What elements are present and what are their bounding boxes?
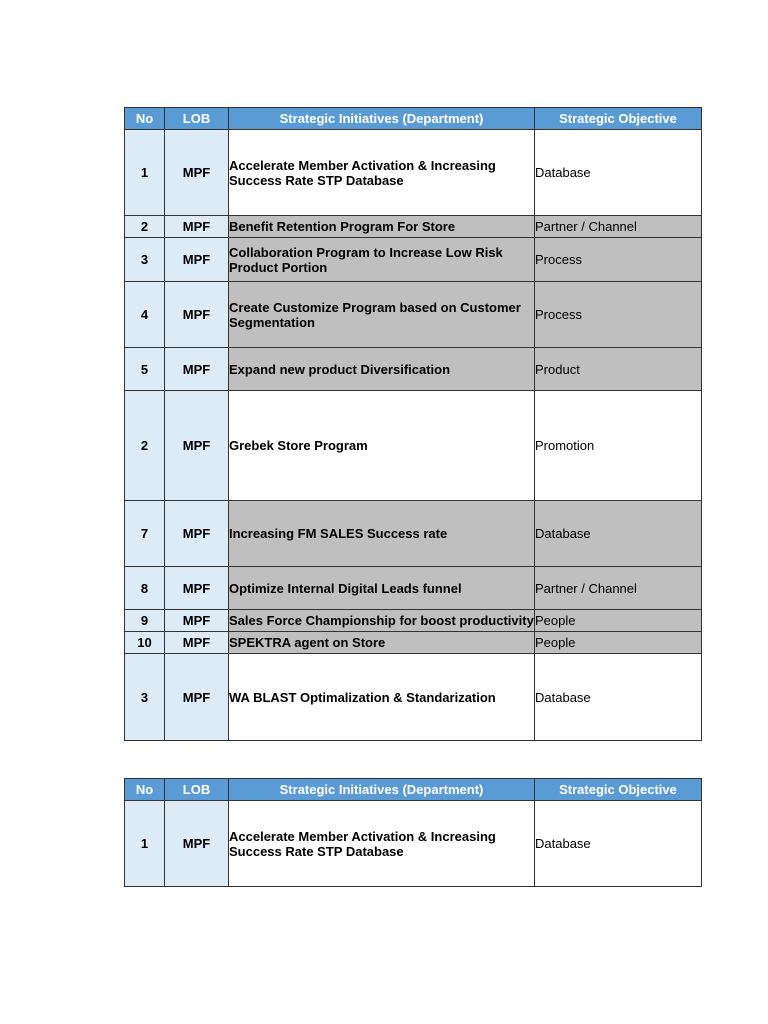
cell-strategic-initiative: Increasing FM SALES Success rate	[229, 501, 535, 567]
cell-strategic-objective: Database	[535, 801, 702, 887]
cell-strategic-objective: People	[535, 610, 702, 632]
header-lob: LOB	[165, 779, 229, 801]
cell-strategic-initiative: Optimize Internal Digital Leads funnel	[229, 567, 535, 610]
cell-strategic-objective: Partner / Channel	[535, 567, 702, 610]
cell-strategic-objective: Database	[535, 130, 702, 216]
table-row	[125, 567, 702, 610]
cell-strategic-objective: Database	[535, 501, 702, 567]
cell-lob: MPF	[165, 238, 229, 282]
cell-strategic-initiative: Collaboration Program to Increase Low Risk Product Portion	[229, 238, 535, 282]
table-row	[125, 654, 702, 741]
cell-lob: MPF	[165, 567, 229, 610]
cell-no: 2	[125, 391, 165, 501]
cell-lob: MPF	[165, 801, 229, 887]
header-strategic-initiatives: Strategic Initiatives (Department)	[229, 108, 535, 130]
cell-no: 3	[125, 654, 165, 741]
cell-strategic-objective: Database	[535, 654, 702, 741]
cell-no: 8	[125, 567, 165, 610]
header-no: No	[125, 108, 165, 130]
header-lob: LOB	[165, 108, 229, 130]
table-row	[125, 130, 702, 216]
table-row	[125, 801, 702, 887]
strategic-initiatives-table-2	[124, 778, 702, 887]
cell-strategic-objective: Process	[535, 282, 702, 348]
cell-no: 4	[125, 282, 165, 348]
table-row	[125, 391, 702, 501]
cell-strategic-initiative: WA BLAST Optimalization & Standarization	[229, 654, 535, 741]
header-strategic-objective: Strategic Objective	[535, 108, 702, 130]
cell-strategic-initiative: Accelerate Member Activation & Increasing Success Rate STP Database	[229, 801, 535, 887]
cell-strategic-initiative: Benefit Retention Program For Store	[229, 216, 535, 238]
table-row	[125, 238, 702, 282]
table-row	[125, 610, 702, 632]
cell-strategic-objective: Process	[535, 238, 702, 282]
cell-no: 3	[125, 238, 165, 282]
cell-no: 10	[125, 632, 165, 654]
header-strategic-initiatives: Strategic Initiatives (Department)	[229, 779, 535, 801]
cell-lob: MPF	[165, 282, 229, 348]
cell-strategic-initiative: Accelerate Member Activation & Increasing Success Rate STP Database	[229, 130, 535, 216]
cell-no: 5	[125, 348, 165, 391]
header-no: No	[125, 779, 165, 801]
cell-no: 1	[125, 801, 165, 887]
cell-strategic-initiative: Sales Force Championship for boost productivity	[229, 610, 535, 632]
cell-no: 1	[125, 130, 165, 216]
table-row	[125, 501, 702, 567]
cell-lob: MPF	[165, 610, 229, 632]
cell-lob: MPF	[165, 501, 229, 567]
strategic-initiatives-table	[124, 107, 702, 741]
cell-strategic-objective: Promotion	[535, 391, 702, 501]
table-row	[125, 282, 702, 348]
cell-no: 9	[125, 610, 165, 632]
cell-strategic-objective: People	[535, 632, 702, 654]
cell-strategic-initiative: Expand new product Diversification	[229, 348, 535, 391]
cell-lob: MPF	[165, 632, 229, 654]
cell-lob: MPF	[165, 391, 229, 501]
cell-no: 7	[125, 501, 165, 567]
cell-strategic-initiative: Grebek Store Program	[229, 391, 535, 501]
table-row	[125, 348, 702, 391]
cell-lob: MPF	[165, 130, 229, 216]
cell-strategic-initiative: SPEKTRA agent on Store	[229, 632, 535, 654]
cell-strategic-initiative: Create Customize Program based on Customer Segmentation	[229, 282, 535, 348]
cell-lob: MPF	[165, 348, 229, 391]
table-row	[125, 632, 702, 654]
cell-lob: MPF	[165, 216, 229, 238]
table-row	[125, 216, 702, 238]
header-strategic-objective: Strategic Objective	[535, 779, 702, 801]
cell-strategic-objective: Product	[535, 348, 702, 391]
cell-no: 2	[125, 216, 165, 238]
cell-strategic-objective: Partner / Channel	[535, 216, 702, 238]
cell-lob: MPF	[165, 654, 229, 741]
